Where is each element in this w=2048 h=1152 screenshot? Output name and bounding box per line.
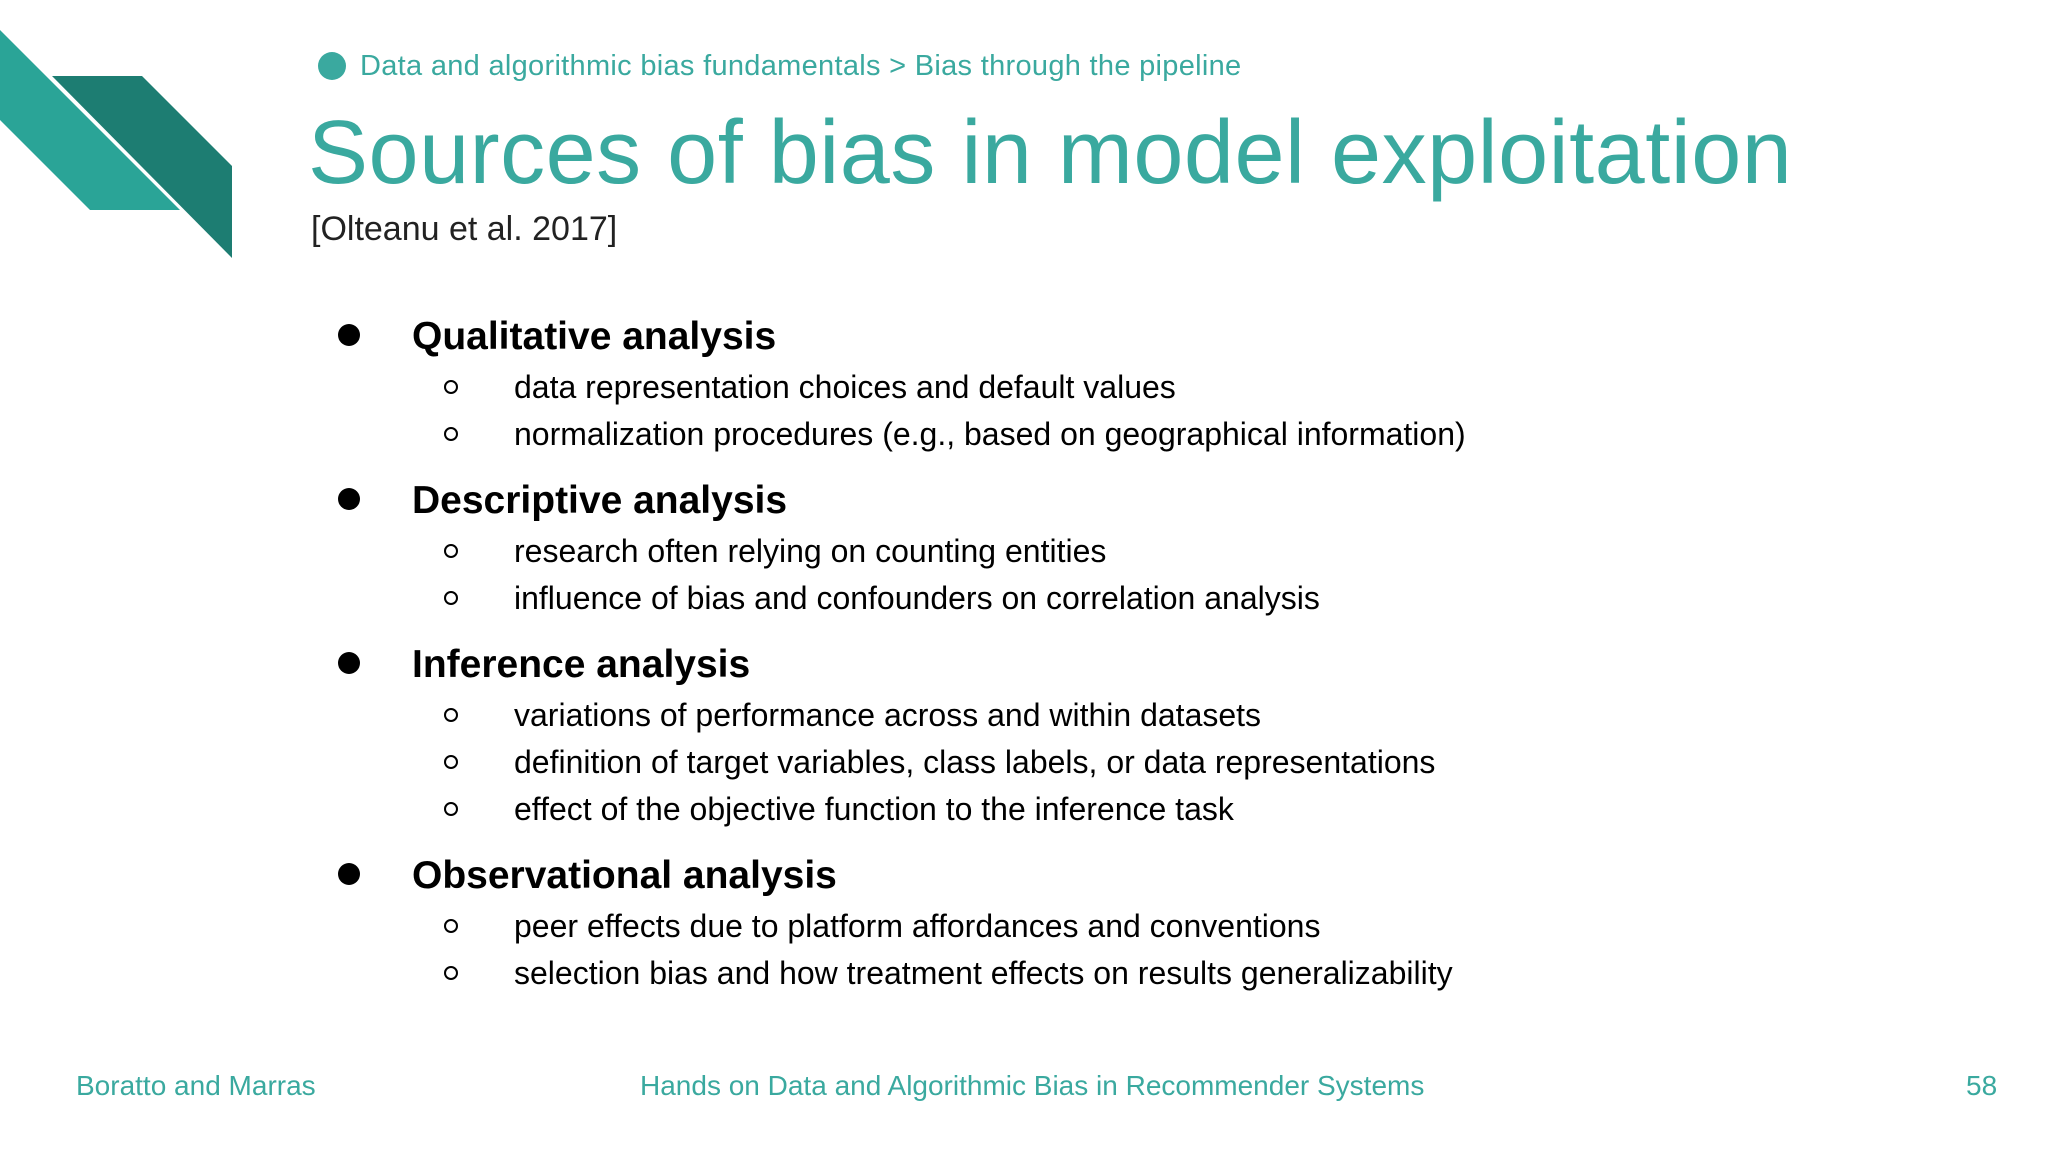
- section-title: Descriptive analysis: [412, 479, 788, 522]
- list-item: [0, 786, 2048, 833]
- section-title: Inference analysis: [412, 643, 751, 686]
- sub-bullet-icon: [444, 919, 458, 933]
- section-observational-analysis: [0, 849, 2048, 997]
- list-item: [0, 364, 2048, 411]
- list-item: [0, 903, 2048, 950]
- sub-bullet-icon: [444, 427, 458, 441]
- list-item-text: effect of the objective function to the inference task: [514, 791, 1234, 827]
- sub-bullet-icon: [444, 380, 458, 394]
- list-item: [0, 411, 2048, 458]
- list-item: [0, 950, 2048, 997]
- section-inference-analysis: [0, 638, 2048, 833]
- list-item-text: selection bias and how treatment effects on results generalizability: [514, 955, 1453, 991]
- list-item-text: data representation choices and default values: [514, 369, 1176, 405]
- list-item-text: research often relying on counting entities: [514, 533, 1107, 569]
- list-item: [0, 692, 2048, 739]
- footer-authors: Boratto and Marras: [76, 1070, 316, 1101]
- footer-title: Hands on Data and Algorithmic Bias in Recommender Systems: [640, 1070, 1425, 1101]
- list-item-text: variations of performance across and within datasets: [514, 697, 1262, 733]
- bullet-list: [0, 310, 2048, 1013]
- list-item: [0, 739, 2048, 786]
- list-item: [0, 528, 2048, 575]
- breadcrumb-dot-icon: [318, 52, 346, 80]
- sub-bullet-icon: [444, 708, 458, 722]
- sub-bullet-icon: [444, 591, 458, 605]
- breadcrumb: [318, 48, 1241, 84]
- section-title: Qualitative analysis: [412, 315, 777, 358]
- list-item-text: definition of target variables, class labels, or data representations: [514, 744, 1436, 780]
- bullet-icon: [338, 652, 360, 674]
- corner-logo: [0, 0, 240, 260]
- citation: [Olteanu et al. 2017]: [311, 210, 618, 248]
- section-descriptive-analysis: [0, 474, 2048, 622]
- page-number: 58: [1966, 1070, 1998, 1101]
- bullet-icon: [338, 488, 360, 510]
- section-title: Observational analysis: [412, 854, 837, 897]
- sub-bullet-icon: [444, 966, 458, 980]
- list-item-text: normalization procedures (e.g., based on geographical information): [514, 416, 1466, 452]
- bullet-icon: [338, 863, 360, 885]
- list-item: [0, 575, 2048, 622]
- sub-bullet-icon: [444, 544, 458, 558]
- page-title: Sources of bias in model exploitation: [308, 103, 1793, 203]
- list-item-text: influence of bias and confounders on correlation analysis: [514, 580, 1320, 616]
- bullet-icon: [338, 324, 360, 346]
- section-qualitative-analysis: [0, 310, 2048, 458]
- breadcrumb-text: Data and algorithmic bias fundamentals > Bias through the pipeline: [360, 49, 1242, 82]
- sub-bullet-icon: [444, 755, 458, 769]
- list-item-text: peer effects due to platform affordances and conventions: [514, 908, 1321, 944]
- sub-bullet-icon: [444, 802, 458, 816]
